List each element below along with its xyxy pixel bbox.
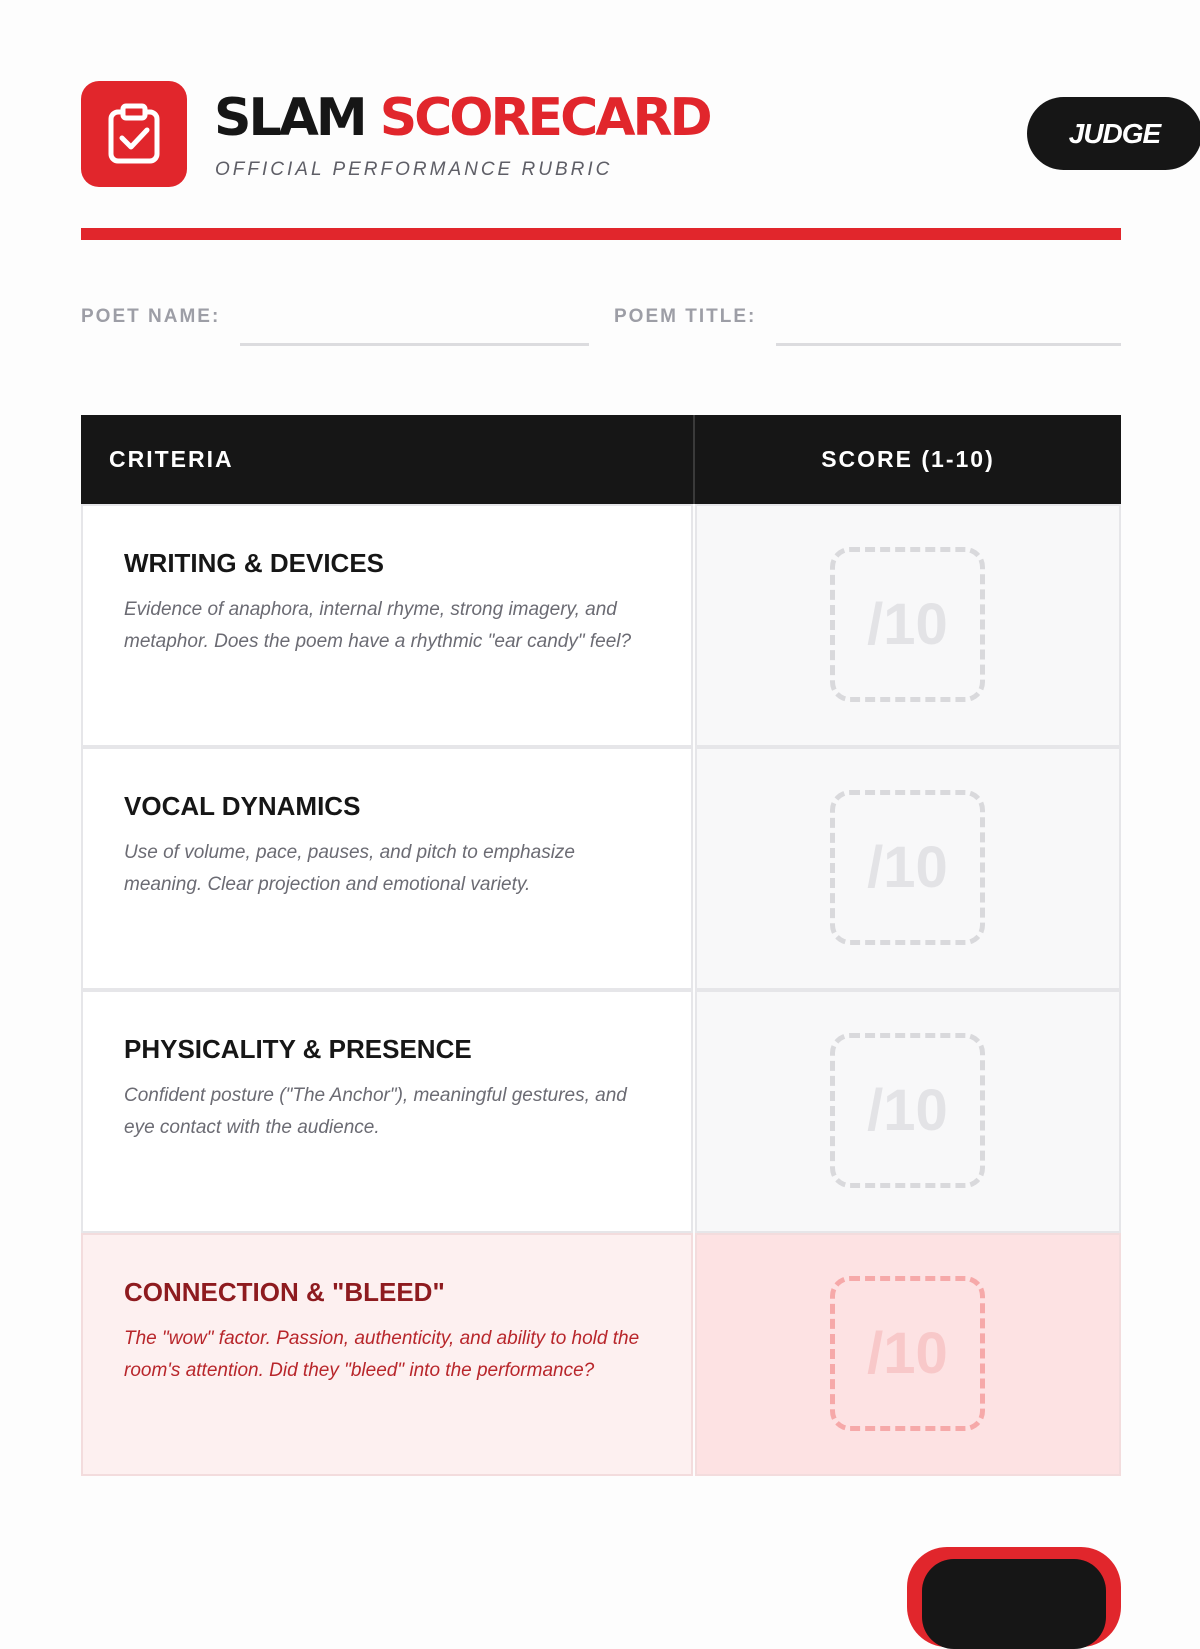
logo xyxy=(81,81,187,187)
score-cell xyxy=(695,990,1121,1233)
title-part-1: SLAM xyxy=(214,88,365,148)
score-input[interactable]: /10 xyxy=(830,547,985,702)
table-row xyxy=(81,747,1121,990)
table-row xyxy=(81,504,1121,747)
poem-title-label: POEM TITLE: xyxy=(614,306,757,327)
criteria-title: VOCAL DYNAMICS xyxy=(124,791,361,821)
score-cell xyxy=(695,1233,1121,1476)
subtitle: OFFICIAL PERFORMANCE RUBRIC xyxy=(215,159,613,180)
score-input[interactable]: /10 xyxy=(830,790,985,945)
clipboard-check-icon xyxy=(106,103,162,165)
criteria-title: CONNECTION & "BLEED" xyxy=(124,1277,445,1307)
total-button[interactable] xyxy=(907,1547,1121,1647)
table-row-highlighted xyxy=(81,1233,1121,1476)
page-title xyxy=(214,87,710,149)
criteria-description: The "wow" factor. Passion, authenticity, and ability to hold the room's attention. Did they "bleed" into the performance? xyxy=(124,1328,640,1381)
criteria-cell xyxy=(81,990,693,1233)
score-input[interactable]: /10 xyxy=(830,1033,985,1188)
criteria-title: WRITING & DEVICES xyxy=(124,548,385,578)
poet-name-label: POET NAME: xyxy=(81,306,221,327)
judge-badge: JUDGE xyxy=(1027,97,1200,170)
total-button-inner xyxy=(922,1559,1106,1649)
criteria-description: Use of volume, pace, pauses, and pitch to emphasize meaning. Clear projection and emotional variety. xyxy=(124,842,575,895)
title-part-2: SCORECARD xyxy=(379,88,710,148)
header xyxy=(81,81,1161,187)
score-input[interactable]: /10 xyxy=(830,1276,985,1431)
poet-name-field[interactable] xyxy=(240,343,589,346)
header-divider xyxy=(81,228,1121,240)
score-cell xyxy=(695,747,1121,990)
score-cell xyxy=(695,504,1121,747)
criteria-column-header: CRITERIA xyxy=(109,446,234,472)
table-row xyxy=(81,990,1121,1233)
criteria-cell xyxy=(81,747,693,990)
criteria-title: PHYSICALITY & PRESENCE xyxy=(124,1034,472,1064)
criteria-description: Evidence of anaphora, internal rhyme, strong imagery, and metaphor. Does the poem have a rhythmic "ear candy" feel? xyxy=(124,599,632,652)
poem-title-field[interactable] xyxy=(776,343,1121,346)
criteria-cell xyxy=(81,1233,693,1476)
criteria-cell xyxy=(81,504,693,747)
score-column-header: SCORE (1-10) xyxy=(821,446,995,472)
criteria-description: Confident posture ("The Anchor"), meaningful gestures, and eye contact with the audience. xyxy=(124,1085,627,1138)
table-header xyxy=(81,415,1121,504)
